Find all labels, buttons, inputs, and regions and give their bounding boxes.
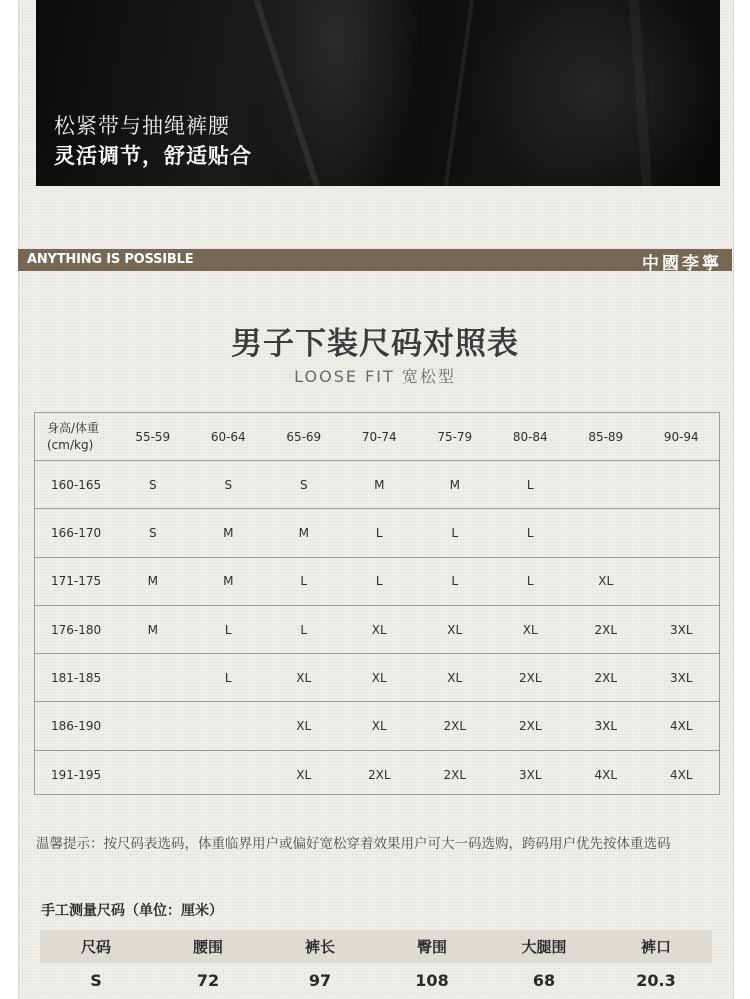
size-cell: M (298, 525, 309, 540)
size-cell: L (224, 670, 232, 685)
size-cell: 3XL (518, 767, 542, 782)
size-cell: XL (522, 622, 538, 637)
size-cell: S (299, 477, 308, 492)
size-cell (568, 461, 644, 508)
fabric-fold (627, 0, 655, 186)
size-cell (191, 751, 267, 799)
table-row (35, 751, 719, 799)
size-cell: M (449, 477, 460, 492)
height-range-cell: 171-175 (51, 574, 102, 589)
weight-header: 65-69 (286, 429, 322, 444)
weight-header: 80-84 (512, 429, 548, 444)
table-row (35, 461, 719, 509)
height-range-cell: 166-170 (51, 525, 102, 540)
size-cell (644, 558, 720, 605)
size-cell: 2XL (518, 719, 542, 734)
measurement-cell: S (90, 970, 102, 990)
size-cell: 2XL (594, 622, 618, 637)
measurement-cell: 97 (308, 970, 332, 990)
size-cell: XL (371, 670, 387, 685)
table-row (35, 606, 719, 654)
size-cell: L (451, 525, 459, 540)
measurement-cell: 108 (415, 970, 449, 990)
size-cell: S (224, 477, 233, 492)
size-cell: XL (296, 767, 312, 782)
table-row (35, 509, 719, 557)
size-cell (644, 509, 720, 556)
product-photo (36, 0, 720, 186)
size-cell: 2XL (443, 719, 467, 734)
size-cell: L (526, 574, 534, 589)
brand-logo-text: 中國李寧 (642, 254, 722, 274)
size-cell: L (526, 477, 534, 492)
brand-banner (18, 249, 732, 274)
size-cell: S (148, 525, 157, 540)
table-row (35, 558, 719, 606)
weight-header: 55-59 (135, 429, 171, 444)
page-title: 男子下装尺码对照表 (231, 326, 519, 362)
measurement-row (40, 963, 712, 997)
header-label-line1: 身高/体重 (47, 420, 100, 435)
size-cell (191, 703, 267, 750)
measurement-header-row (40, 930, 712, 963)
weight-header: 90-94 (663, 429, 699, 444)
size-cell: L (526, 525, 534, 540)
photo-caption-line1: 松紧带与抽绳裤腰 (54, 114, 230, 138)
weight-header: 70-74 (361, 429, 397, 444)
height-range-cell: 186-190 (51, 719, 102, 734)
size-cell: XL (447, 670, 463, 685)
fabric-fold (249, 0, 329, 186)
size-cell: XL (598, 574, 614, 589)
measurement-cell: 72 (196, 970, 220, 990)
size-cell: XL (296, 670, 312, 685)
size-cell: 4XL (669, 719, 693, 734)
size-cell: 2XL (443, 767, 467, 782)
measurement-cell: 68 (532, 970, 556, 990)
size-cell: L (451, 574, 459, 589)
photo-caption-line2: 灵活调节，舒适贴合 (54, 144, 252, 168)
size-cell (115, 703, 191, 750)
size-tip-text: 温馨提示：按尺码表选码，体重临界用户或偏好宽松穿着效果用户可大一码选购，跨码用户优先按体重选码 (36, 836, 671, 852)
measurement-header: 裤口 (640, 938, 671, 956)
height-range-cell: 176-180 (51, 622, 102, 637)
weight-header: 75-79 (437, 429, 473, 444)
size-cell: 3XL (594, 719, 618, 734)
size-cell: L (375, 525, 383, 540)
size-cell: M (374, 477, 385, 492)
fit-subtitle: LOOSE FIT 宽松型 (294, 367, 456, 386)
measure-title: 手工测量尺码（单位：厘米） (41, 903, 223, 919)
header-label-line2: (cm/kg) (47, 437, 94, 452)
size-cell: 2XL (367, 767, 391, 782)
size-cell (115, 751, 191, 799)
size-cell: L (224, 622, 232, 637)
measurement-table (40, 930, 712, 997)
size-cell: 3XL (669, 622, 693, 637)
size-cell (568, 509, 644, 556)
slogan-text: ANYTHING IS POSSIBLE (27, 252, 194, 267)
size-cell: M (223, 574, 234, 589)
size-cell: S (148, 477, 157, 492)
size-cell: M (147, 574, 158, 589)
height-range-cell: 191-195 (51, 767, 102, 782)
height-range-cell: 160-165 (51, 477, 102, 492)
size-cell: L (300, 574, 308, 589)
size-cell (115, 654, 191, 701)
height-range-cell: 181-185 (51, 670, 102, 685)
fabric-fold (438, 0, 478, 186)
size-cell: 2XL (594, 670, 618, 685)
weight-header: 85-89 (588, 429, 624, 444)
table-row (35, 654, 719, 702)
measurement-header: 大腿围 (521, 938, 567, 956)
size-cell: XL (371, 719, 387, 734)
measurement-header: 裤长 (304, 938, 335, 956)
size-chart-table (34, 412, 720, 795)
size-cell: 4XL (594, 767, 618, 782)
header-label-cell (35, 413, 115, 460)
measurement-header: 臀围 (416, 938, 447, 956)
size-cell: XL (296, 719, 312, 734)
measurement-header: 腰围 (192, 938, 223, 956)
measurement-header: 尺码 (80, 938, 111, 956)
size-cell: M (147, 622, 158, 637)
size-cell: 4XL (669, 767, 693, 782)
table-header-row (35, 413, 719, 461)
size-cell: 2XL (518, 670, 542, 685)
size-cell: L (300, 622, 308, 637)
size-cell: L (375, 574, 383, 589)
size-cell: M (223, 525, 234, 540)
size-cell: XL (447, 622, 463, 637)
size-cell: XL (371, 622, 387, 637)
size-cell (644, 461, 720, 508)
weight-header: 60-64 (210, 429, 246, 444)
size-cell: 3XL (669, 670, 693, 685)
table-row (35, 703, 719, 751)
measurement-cell: 20.3 (636, 970, 676, 990)
